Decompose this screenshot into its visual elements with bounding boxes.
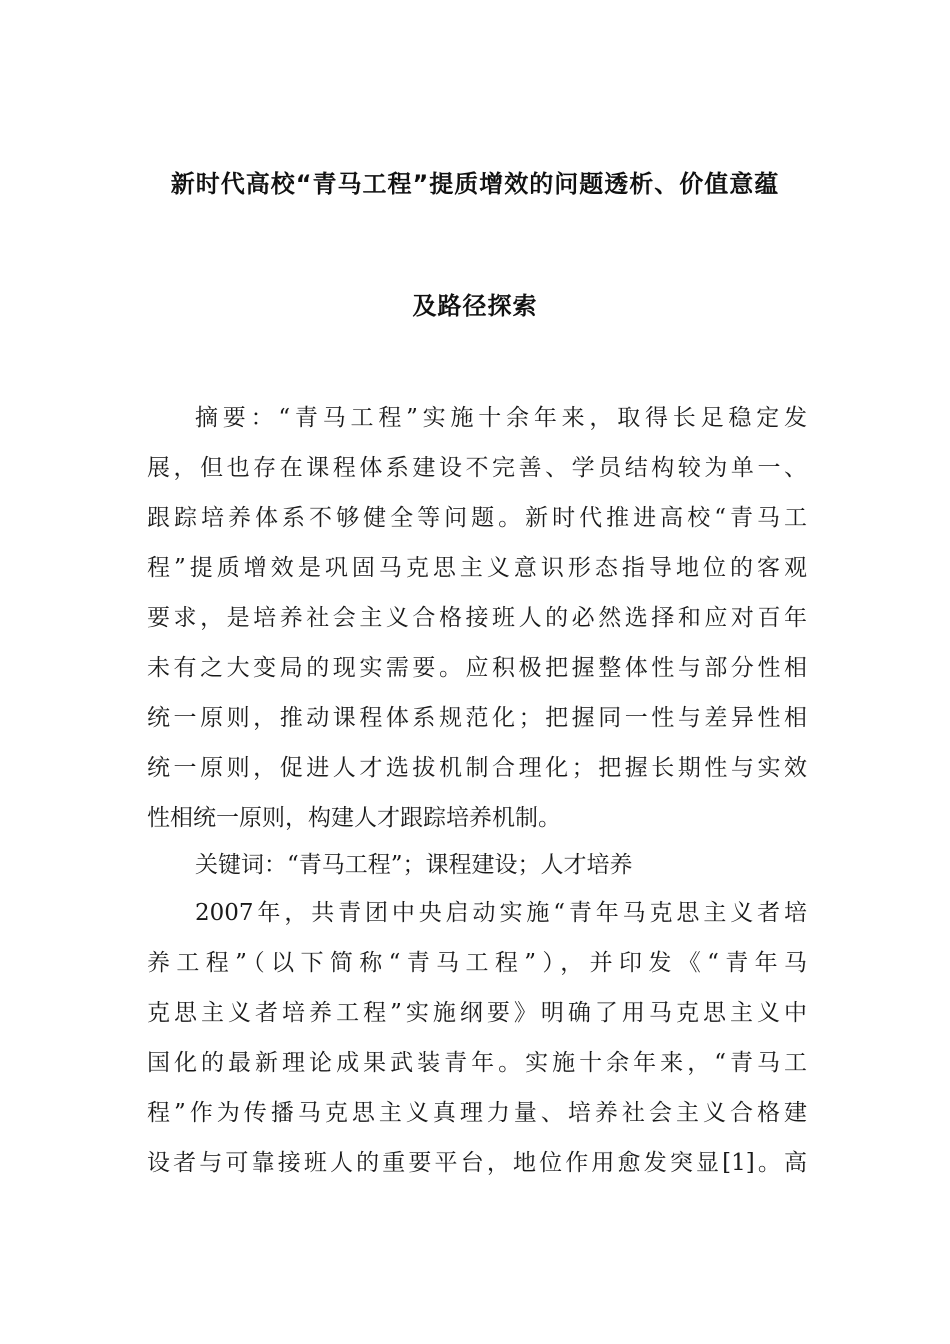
body-line: 设者与可靠接班人的重要平台，地位作用愈发突显[1]。高 (147, 1150, 807, 1176)
body-line: 养工程”（以下简称“青马工程”），并印发《“青年马 (147, 950, 807, 976)
abstract-line: 跟踪培养体系不够健全等问题。新时代推进高校“青马工 (147, 505, 807, 531)
body-line: 2007年，共青团中央启动实施“青年马克思主义者培 (195, 900, 807, 926)
body-line: 国化的最新理论成果武装青年。实施十余年来，“青马工 (147, 1050, 807, 1076)
keywords-paragraph (147, 840, 807, 890)
document-title-line-1: 新时代高校“青马工程”提质增效的问题透析、价值意蕴 (170, 170, 780, 198)
body-line: 程”作为传播马克思主义真理力量、培养社会主义合格建 (147, 1100, 807, 1126)
abstract-line: 摘要：“青马工程”实施十余年来，取得长足稳定发 (195, 405, 807, 431)
abstract-paragraph (147, 393, 807, 843)
abstract-line: 未有之大变局的现实需要。应积极把握整体性与部分性相 (147, 655, 807, 681)
body-line: 克思主义者培养工程”实施纲要》明确了用马克思主义中 (147, 1000, 807, 1026)
abstract-line: 程”提质增效是巩固马克思主义意识形态指导地位的客观 (147, 555, 807, 581)
body-paragraph (147, 888, 807, 1188)
abstract-line: 统一原则，推动课程体系规范化；把握同一性与差异性相 (147, 705, 807, 731)
abstract-line: 要求，是培养社会主义合格接班人的必然选择和应对百年 (147, 605, 807, 631)
document-title-line-2: 及路径探索 (412, 292, 538, 320)
abstract-line: 性相统一原则，构建人才跟踪培养机制。 (147, 805, 561, 831)
keywords-line: 关键词：“青马工程”；课程建设；人才培养 (195, 852, 633, 878)
abstract-line: 展，但也存在课程体系建设不完善、学员结构较为单一、 (147, 455, 807, 481)
abstract-line: 统一原则，促进人才选拔机制合理化；把握长期性与实效 (147, 755, 807, 781)
